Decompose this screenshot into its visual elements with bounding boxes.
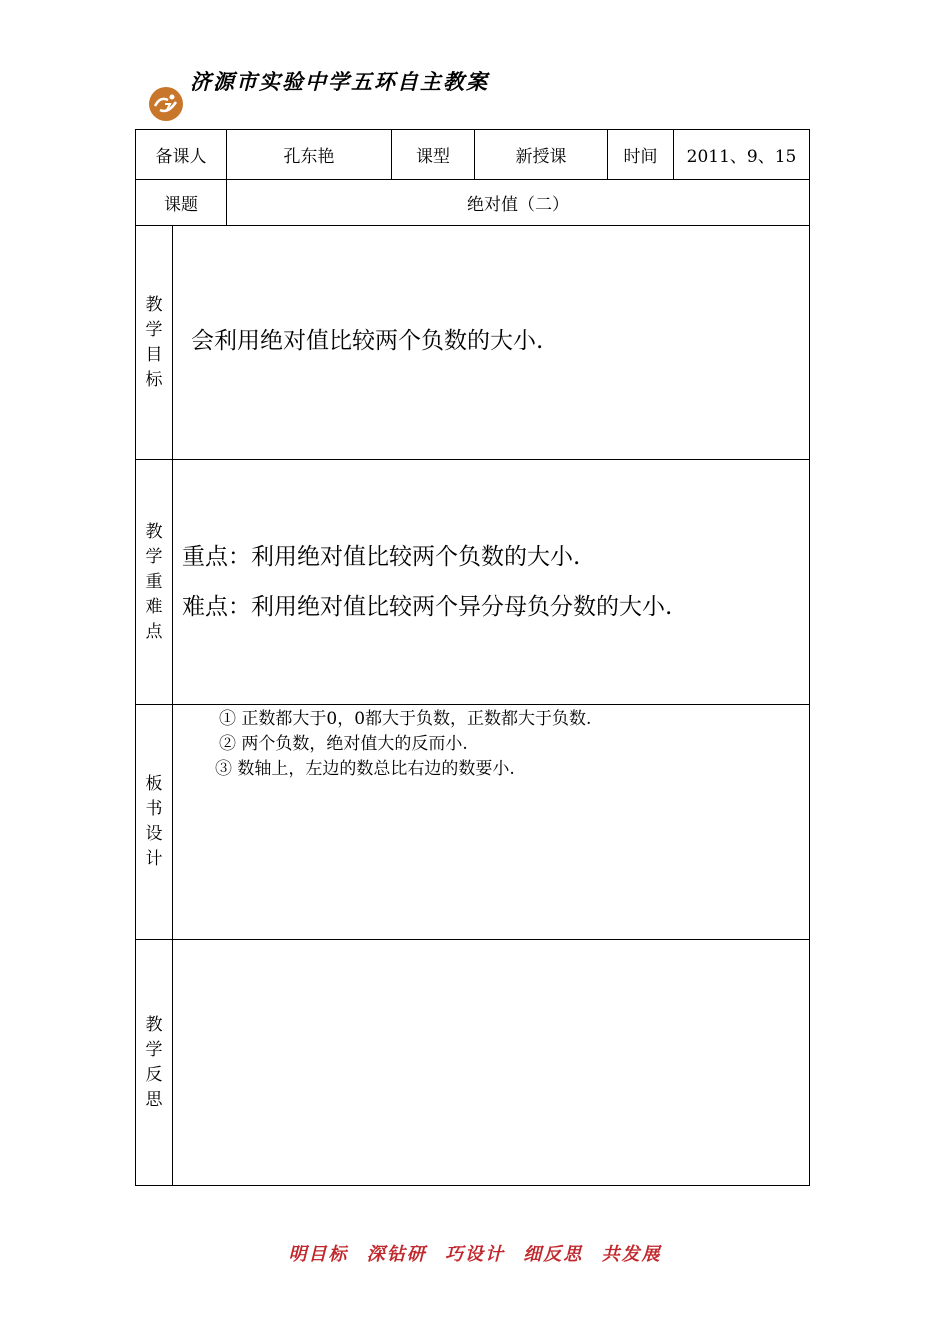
board-design-content: [173, 705, 810, 940]
key-point-text: 重点：利用绝对值比较两个负数的大小.: [182, 544, 581, 570]
slogan-4: 细反思: [523, 1244, 584, 1265]
school-logo-icon: [148, 86, 184, 122]
board-design-label: 板 书 设 计: [136, 705, 173, 940]
slogan-1: 明目标: [288, 1244, 349, 1265]
time-label: 时间: [608, 130, 674, 180]
preparer-label: 备课人: [136, 130, 227, 180]
board-item-3: ③ 数轴上，左边的数总比右边的数要小.: [215, 759, 515, 779]
type-label: 课型: [392, 130, 475, 180]
key-points-content: [173, 460, 810, 705]
reflection-content: [173, 940, 810, 1186]
slogan-3: 巧设计: [445, 1244, 505, 1265]
type-value: 新授课: [475, 130, 608, 180]
board-item-2: ② 两个负数，绝对值大的反而小.: [219, 734, 468, 754]
reflection-row: [136, 940, 810, 1186]
key-points-row: [136, 460, 810, 705]
topic-row: [136, 180, 810, 226]
goals-row: [136, 226, 810, 460]
lesson-plan-table: [135, 129, 810, 1186]
page-header: [140, 60, 560, 130]
board-item-1: ① 正数都大于0，0都大于负数，正数都大于负数.: [219, 709, 592, 729]
topic-label: 课题: [136, 180, 227, 226]
preparer-value: 孔东艳: [227, 130, 392, 180]
reflection-label: 教 学 反 思: [136, 940, 173, 1186]
school-title: 济源市实验中学五环自主教案: [190, 69, 489, 94]
key-points-label: 教 学 重 难 点: [136, 460, 173, 705]
topic-value: 绝对值（二）: [227, 180, 810, 226]
board-design-row: [136, 705, 810, 940]
goals-label: 教 学 目 标: [136, 226, 173, 460]
footer-slogan: [0, 1240, 950, 1266]
slogan-5: 共发展: [601, 1244, 662, 1265]
goals-text: 会利用绝对值比较两个负数的大小.: [191, 328, 544, 354]
difficult-point-text: 难点：利用绝对值比较两个异分母负分数的大小.: [182, 594, 673, 620]
goals-content: [173, 226, 810, 460]
slogan-2: 深钻研: [366, 1244, 427, 1265]
info-row: [136, 130, 810, 180]
time-value: 2011、9、15: [674, 130, 810, 180]
